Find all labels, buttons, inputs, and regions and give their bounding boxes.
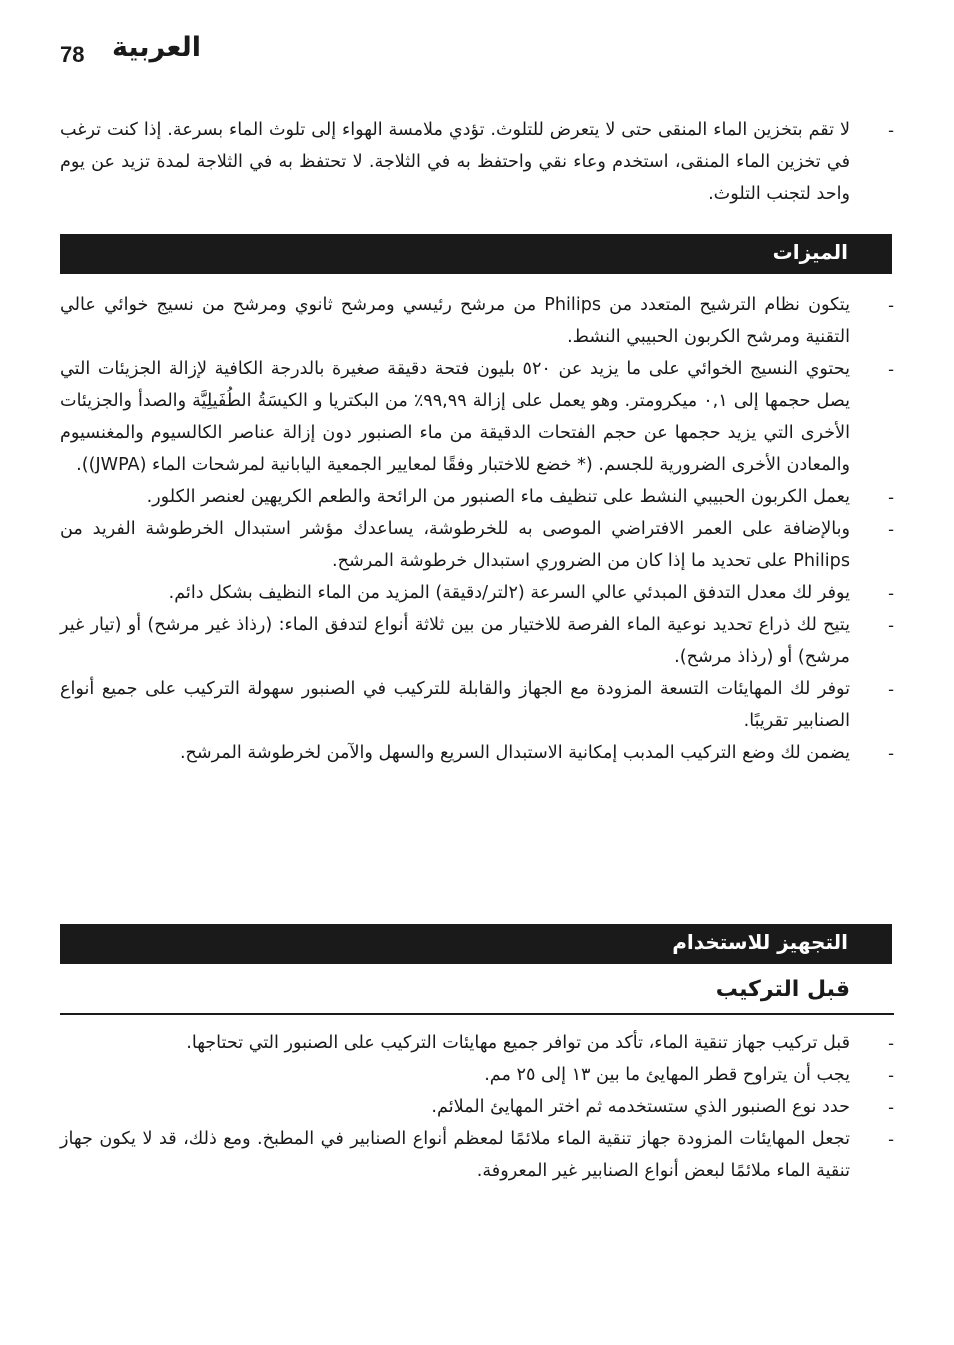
list-item: - يجب أن يتراوح قطر المهايئ ما بين ١٣ إلى ٢٥ مم.	[60, 1059, 894, 1091]
list-item: - يضمن لك وضع التركيب المدبب إمكانية الاستبدال السريع والسهل والآمن لخرطوشة المرشح.	[60, 737, 894, 769]
section-title: التجهيز للاستخدام	[672, 930, 848, 954]
page-header	[60, 30, 894, 80]
list-item: - يتكون نظام الترشيح المتعدد من Philips من مرشح رئيسي ومرشح ثانوي ومرشح من نسيج خوائي عالي التقنية ومرشح الكربون الحبيبي النشط.	[60, 289, 894, 353]
language-title: العربية	[112, 32, 201, 63]
list-item: - لا تقم بتخزين الماء المنقى حتى لا يتعرض للتلوث. تؤدي ملامسة الهواء إلى تلوث الماء بسرعة. إذا كنت ترغب في تخزين الماء المنقى، استخدم وعاء نقي واحتفظ به في الثلاجة. لا تحتفظ به في الثلاجة لمدة تزيد عن يوم واحد لتجنب التلوث.	[60, 114, 894, 210]
features-list	[60, 289, 894, 769]
section-heading-preparing	[60, 924, 892, 964]
section-title: الميزات	[772, 240, 848, 264]
list-item: - يتيح لك ذراع تحديد نوعية الماء الفرصة للاختيار من بين ثلاثة أنواع لتدفق الماء: (رذاذ غير مرشح) أو (تيار غير مرشح) أو (رذاذ مرشح).	[60, 609, 894, 673]
page-number: 78	[60, 42, 85, 67]
subheading-before-installing	[60, 973, 894, 1015]
list-item: - توفر لك المهايئات التسعة المزودة مع الجهاز والقابلة للتركيب في الصنبور سهولة التركيب على جميع أنواع الصنابير تقريبًا.	[60, 673, 894, 737]
list-item: - يعمل الكربون الحبيبي النشط على تنظيف ماء الصنبور من الرائحة والطعم الكريهين لعنصر الكلور.	[60, 481, 894, 513]
list-item: - يحتوي النسيج الخوائي على ما يزيد عن ٥٢٠ بليون فتحة دقيقة صغيرة بالدرجة الكافية لإزالة الجزيئات التي يصل حجمها إلى ٠,١ ميكرومتر. وهو يعمل على إزالة ٩٩,٩٩٪ من البكتريا و الكيسَةُ الطُفَيلِيَّة والصدأ والجزيئات الأخرى التي يزيد حجمها عن حجم الفتحات الدقيقة من ماء الصنبور دون إزالة عناصر الكالسيوم والمغنسيوم والمعادن الأخرى الضرورية للجسم. (* خضع للاختبار وفقًا لمعايير الجمعية اليابانية لمرشحات الماء (JWPA)).	[60, 353, 894, 481]
section-heading-features	[60, 234, 892, 274]
list-item: - وبالإضافة على العمر الافتراضي الموصى به للخرطوشة، يساعدك مؤشر استبدال الخرطوشة الفريد من Philips على تحديد ما إذا كان من الضروري استبدال خرطوشة المرشح.	[60, 513, 894, 577]
list-item: - حدد نوع الصنبور الذي ستستخدمه ثم اختر المهايئ الملائم.	[60, 1091, 894, 1123]
list-item: - تجعل المهايئات المزودة جهاز تنقية الماء ملائمًا لمعظم أنواع الصنابير في المطبخ. ومع ذلك، قد لا يكون جهاز تنقية الماء ملائمًا لبعض أنواع الصنابير غير المعروفة.	[60, 1123, 894, 1187]
subheading-title: قبل التركيب	[715, 977, 850, 1002]
list-item: - قبل تركيب جهاز تنقية الماء، تأكد من توافر جميع مهايئات التركيب على الصنبور التي تحتاجها.	[60, 1027, 894, 1059]
preparing-list	[60, 1027, 894, 1187]
list-item: - يوفر لك معدل التدفق المبدئي عالي السرعة (٢لتر/دقيقة) المزيد من الماء النظيف بشكل دائم.	[60, 577, 894, 609]
intro-list	[60, 114, 894, 210]
